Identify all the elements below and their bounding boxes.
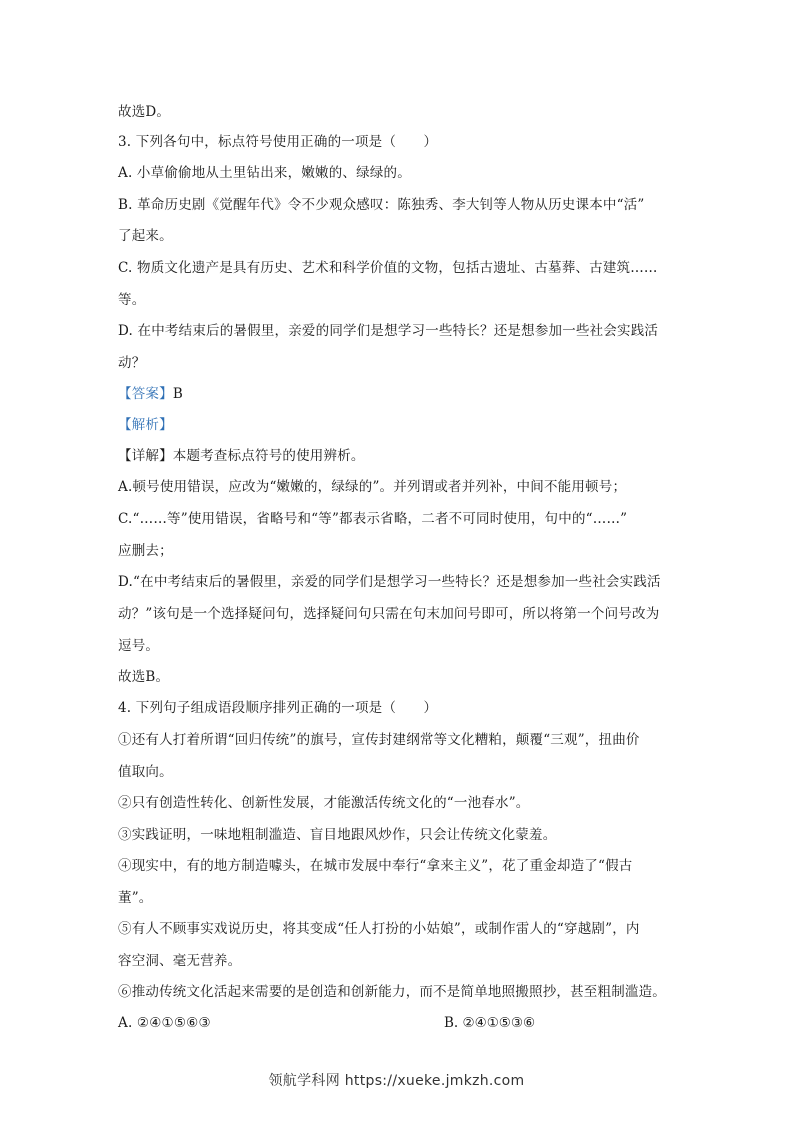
text-line: 故选B。 [118,669,170,685]
answer-tag: 【答案】 [118,386,173,402]
sentence-2: ②只有创造性转化、创新性发展，才能激活传统文化的“一池春水”。 [118,795,530,811]
text-line: 动？”该句是一个选择疑问句，选择疑问句只需在句末加问号即可，所以将第一个问号改为 [118,606,660,622]
text-line: 动？ [118,355,146,371]
answer-line [118,384,183,404]
sentence-4: ④现实中，有的地方制造噱头，在城市发展中奉行“拿来主义”，花了重金却造了“假古 [118,858,633,874]
sentence-5: ⑤有人不顾事实戏说历史，将其变成“任人打扮的小姑娘”，或制作雷人的“穿越剧”，内 [118,921,640,937]
text-line: 值取向。 [118,764,173,780]
text-line: 应删去； [118,543,173,559]
text-line: A.顿号使用错误，应改为“嫩嫩的，绿绿的”。并列谓或者并列补，中间不能用顿号； [118,479,627,495]
text-line: D.“在中考结束后的暑假里，亲爱的同学们是想学习一些特长？还是想参加一些社会实践活 [118,574,661,590]
text-line: 了起来。 [118,228,173,244]
sentence-3: ③实践证明，一味地粗制滥造、盲目地跟风炒作，只会让传统文化蒙羞。 [118,827,557,843]
text-line: 故选D。 [118,104,171,120]
detail-heading: 【详解】本题考查标点符号的使用辨析。 [118,448,365,464]
text-line: 逗号。 [118,638,160,654]
question-4-option-b: B. ②④①⑤③⑥ [444,1015,536,1031]
text-line: 等。 [118,292,146,308]
sentence-6: ⑥推动传统文化活起来需要的是创造和创新能力，而不是简单地照搬照抄，甚至粗制滥造。 [118,984,666,1000]
question-4-stem: 4. 下列句子组成语段顺序排列正确的一项是（ ） [118,700,438,716]
question-3-option-a: A. 小草偷偷地从土里钻出来，嫩嫩的、绿绿的。 [118,165,411,181]
question-3-stem: 3. 下列各句中，标点符号使用正确的一项是（ ） [118,134,438,150]
analysis-tag: 【解析】 [118,417,173,433]
text-line: 容空洞、毫无营养。 [118,953,242,969]
answer-value: B [172,386,183,402]
page-footer: 领航学科网 https://xueke.jmkzh.com [268,1073,525,1089]
question-3-option-c: C. 物质文化遗产是具有历史、艺术和科学价值的文物，包括古遗址、古墓葬、古建筑…… [118,260,658,276]
question-3-option-d: D. 在中考结束后的暑假里，亲爱的同学们是想学习一些特长？还是想参加一些社会实践活 [118,323,659,339]
text-line: C.“……等”使用错误，省略号和“等”都表示省略，二者不可同时使用，句中的“……” [118,511,628,527]
sentence-1: ①还有人打着所谓“回归传统”的旗号，宣传封建纲常等文化糟粕，颠覆“三观”，扭曲价 [118,732,640,748]
text-line: 董”。 [118,890,153,906]
question-3-option-b: B. 革命历史剧《觉醒年代》令不少观众感叹：陈独秀、李大钊等人物从历史课本中“活” [118,197,645,213]
question-4-option-a: A. ②④①⑤⑥③ [118,1015,211,1031]
